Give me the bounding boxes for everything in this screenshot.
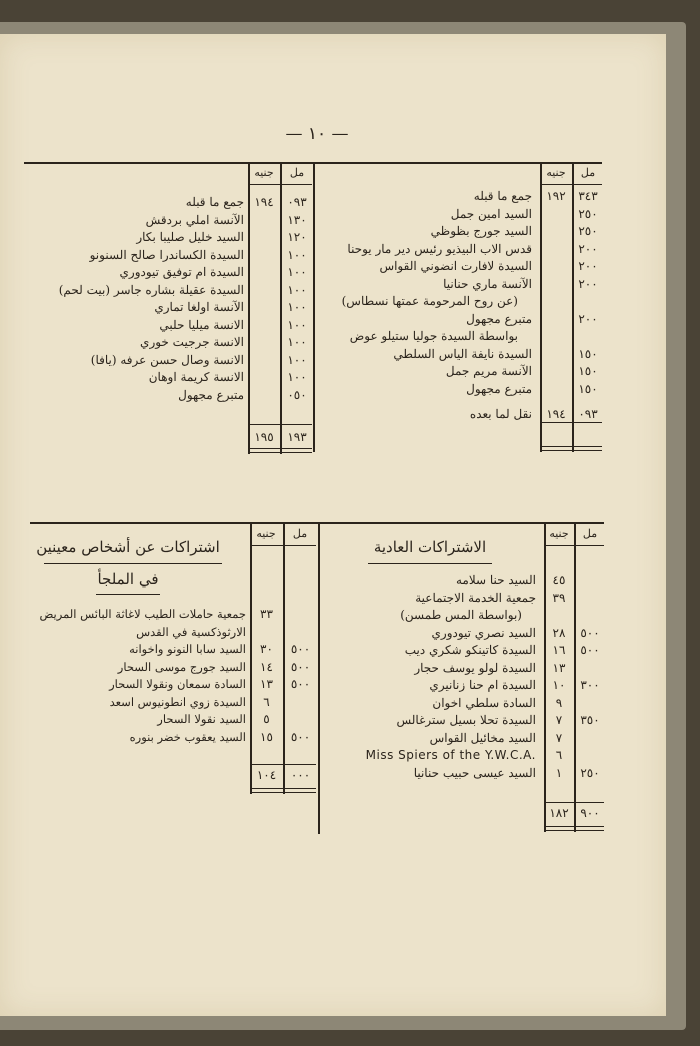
pound-cell xyxy=(248,387,280,405)
bottom-right-total-pound: ١٨٢ xyxy=(549,806,569,820)
pound-cell: ١٥ xyxy=(260,729,273,744)
entry-name: السيدة تحلا بسيل سترغالس xyxy=(396,713,536,727)
pound-cell xyxy=(540,346,572,364)
mil-cell: ٠٩٣ xyxy=(287,195,307,209)
page xyxy=(0,34,666,1016)
entry-name: السادة سلطي اخوان xyxy=(432,695,536,710)
mil-cell: ١٥٠ xyxy=(578,346,598,361)
entry-name: السيد خليل صليبا بكار xyxy=(136,230,244,244)
entry-name: متبرع مجهول xyxy=(178,387,244,402)
bottom-left-mils xyxy=(285,606,316,746)
mil-cell: ٢٥٠ xyxy=(580,765,600,780)
mil-cell xyxy=(574,328,602,346)
regular-subscriptions-underline xyxy=(368,563,492,564)
entry-name: السيدة زوي انطونيوس اسعد xyxy=(109,694,246,709)
specific-persons-title: اشتراكات عن أشخاص معينين xyxy=(36,538,220,556)
mil-cell xyxy=(285,606,316,624)
mil-cell: ٢٠٠ xyxy=(578,259,598,273)
pound-cell: ٩ xyxy=(555,695,563,710)
mil-cell: ٣٠٠ xyxy=(580,678,600,692)
mil-cell xyxy=(576,607,604,625)
pound-cell: ١٩٢ xyxy=(546,189,566,203)
mil-cell xyxy=(576,747,604,765)
mil-cell: ١٠٠ xyxy=(287,282,307,297)
bottom-right-total-rule xyxy=(544,802,604,803)
bottom-left-total-double-rule xyxy=(250,788,316,793)
top-right-pound-header: جنيه xyxy=(546,166,566,179)
bottom-right-mil-header: مل xyxy=(582,527,598,540)
mil-cell xyxy=(285,624,316,642)
mil-cell: ٢٠٠ xyxy=(578,311,598,326)
pound-cell: ٣٣ xyxy=(260,607,273,621)
entry-name: السيد جورج موسى السحار xyxy=(117,659,246,674)
pound-cell: ١ xyxy=(555,765,563,780)
entry-name: الانسة كريمة اوهان xyxy=(148,370,244,384)
top-left-pounds xyxy=(248,194,280,404)
mil-cell: ١٠٠ xyxy=(287,352,307,367)
bottom-left-total-rule xyxy=(250,764,316,765)
bottom-rule xyxy=(30,522,604,524)
pound-cell xyxy=(540,328,572,346)
bottom-left-names xyxy=(24,606,246,746)
mil-cell xyxy=(285,711,316,729)
mil-cell: ١٠٠ xyxy=(287,300,307,314)
pound-cell xyxy=(540,276,572,294)
entry-name: جمعية حاملات الطيب لاغاثة البائس المريض xyxy=(39,607,246,621)
bottom-left-total-pound: ١٠٤ xyxy=(256,768,277,782)
mil-cell xyxy=(576,695,604,713)
entry-name: جمع ما قبله xyxy=(473,189,532,203)
entry-name: متبرع مجهول xyxy=(466,381,532,396)
entry-name: السيدة نايفة الياس السلطي xyxy=(393,346,532,361)
entry-name: السيد نصري تيودوري xyxy=(431,625,536,640)
top-right-total-rule xyxy=(540,422,602,423)
top-left-pound-header: جنيه xyxy=(254,166,274,179)
pound-cell xyxy=(248,212,280,230)
top-left-names xyxy=(26,194,244,404)
pound-cell: ٦ xyxy=(263,694,270,709)
mil-cell: ٥٠٠ xyxy=(580,625,600,640)
bottom-left-total-mil: ٠٠٠ xyxy=(290,768,311,782)
pound-cell xyxy=(248,369,280,387)
pound-cell xyxy=(540,206,572,224)
mil-cell: ١٥٠ xyxy=(578,381,598,396)
pound-cell xyxy=(248,352,280,370)
bottom-left-pound-header: جنيه xyxy=(256,527,276,540)
pound-cell xyxy=(248,317,280,335)
center-divider-top xyxy=(313,164,315,452)
mil-cell: ٣٤٣ xyxy=(578,189,598,203)
pound-cell: ٧ xyxy=(555,730,563,745)
pound-cell xyxy=(248,282,280,300)
entry-name: السيدة ام توفيق تيودوري xyxy=(119,265,244,279)
pound-cell xyxy=(248,334,280,352)
entry-name: السيد نقولا السحار xyxy=(157,712,246,726)
specific-persons-subtitle-underline xyxy=(96,594,160,595)
bottom-left-mil-header: مل xyxy=(292,527,308,540)
pound-cell xyxy=(540,311,572,329)
mil-cell: ١٠٠ xyxy=(287,247,307,262)
mil-cell xyxy=(576,730,604,748)
entry-name: جمعية الخدمة الاجتماعية xyxy=(415,590,536,605)
top-right-mil-header: مل xyxy=(580,166,596,179)
pound-cell xyxy=(248,229,280,247)
mil-cell: ١٢٠ xyxy=(287,230,307,244)
mil-cell: ٢٥٠ xyxy=(578,206,598,221)
bottom-right-pounds xyxy=(544,572,574,782)
mil-cell: ١٠٠ xyxy=(287,317,307,332)
top-left-mils xyxy=(282,194,312,404)
entry-name: متبرع مجهول xyxy=(466,311,532,326)
top-right-names xyxy=(318,188,532,424)
mil-cell: ١٠٠ xyxy=(287,265,307,279)
pound-cell: ١٦ xyxy=(552,643,566,657)
entry-name: قدس الاب البيذيو رئيس دير مار يوحنا xyxy=(347,241,532,256)
mil-cell xyxy=(574,293,602,311)
mil-cell: ٠٩٣ xyxy=(578,407,598,421)
top-left-total-rule xyxy=(248,424,312,425)
pound-cell: ٥ xyxy=(263,712,270,726)
entry-name: الآنسة ماري حنانيا xyxy=(443,276,532,291)
pound-cell xyxy=(248,264,280,282)
top-left-total-pound: ١٩٥ xyxy=(254,430,274,444)
pound-cell: ١٣ xyxy=(260,677,273,691)
pound-cell: ٤٥ xyxy=(552,573,566,587)
entry-name: الآنسة اولغا تماري xyxy=(154,300,244,314)
page-number: — ١٠ — xyxy=(285,124,349,144)
entry-name: الانسة ميليا حلبي xyxy=(159,317,244,332)
mil-cell: ١٣٠ xyxy=(287,212,307,227)
entry-name: (عن روح المرحومة عمتها نسطاس) xyxy=(341,294,518,308)
pound-cell: ٢٨ xyxy=(552,625,566,640)
pound-cell: ٣٠ xyxy=(260,642,273,656)
mil-cell: ١٠٠ xyxy=(287,370,307,384)
pound-cell xyxy=(250,624,283,642)
mil-cell: ٢٠٠ xyxy=(578,241,598,256)
entry-name: (بواسطة المس طمسن) xyxy=(400,608,522,622)
entry-name: السيد مخائيل القواس xyxy=(429,730,536,745)
top-right-mils xyxy=(574,188,602,424)
entry-name: السيدة الكساندرا صالح السنونو xyxy=(89,247,244,262)
mil-cell: ٣٥٠ xyxy=(580,713,600,727)
top-right-total-double-rule xyxy=(540,446,602,451)
specific-persons-underline xyxy=(44,563,222,564)
regular-subscriptions-title: الاشتراكات العادية xyxy=(373,538,487,556)
entry-name: السيد حنا سلامه xyxy=(455,573,536,587)
entry-name: الآنسة مريم جمل xyxy=(445,364,532,378)
entry-name: Miss Spiers of the Y.W.C.A. xyxy=(365,748,536,762)
pound-cell: ١٩٤ xyxy=(546,407,566,421)
entry-name: السيدة كاتينكو شكري ديب xyxy=(404,643,536,657)
entry-name: السيد جورج بظوظي xyxy=(430,224,532,238)
entry-name: السيدة عقيلة بشاره جاسر (بيت لحم) xyxy=(58,282,244,297)
entry-name: الآنسة املي بردقش xyxy=(145,212,244,227)
pound-cell xyxy=(540,223,572,241)
top-left-total-mil: ١٩٣ xyxy=(287,430,307,444)
pound-cell: ١٩٤ xyxy=(254,195,274,209)
entry-name: السيد يعقوب خضر بنوره xyxy=(129,729,246,744)
mil-cell: ٢٥٠ xyxy=(578,224,598,238)
entry-name: السيد امين جمل xyxy=(450,206,532,221)
mil-cell: ٠٥٠ xyxy=(287,387,307,402)
entry-name: السيدة لولو يوسف حجار xyxy=(414,660,536,675)
mil-cell: ٥٠٠ xyxy=(580,643,600,657)
pound-cell: ٧ xyxy=(555,713,563,727)
entry-name: السيد عيسى حبيب حنانيا xyxy=(413,765,536,780)
pound-cell xyxy=(248,299,280,317)
mil-cell xyxy=(576,660,604,678)
pound-cell xyxy=(540,381,572,399)
pound-cell xyxy=(540,241,572,259)
bottom-right-mils xyxy=(576,572,604,782)
mil-cell: ١٥٠ xyxy=(578,364,598,378)
center-divider-bottom xyxy=(318,524,320,834)
bottom-right-pound-header: جنيه xyxy=(549,527,569,540)
pound-cell xyxy=(540,293,572,311)
mil-cell: ١٠٠ xyxy=(287,335,307,349)
entry-name: السادة سمعان ونقولا السحار xyxy=(109,677,246,691)
mil-cell: ٥٠٠ xyxy=(290,642,311,656)
pound-cell: ٦ xyxy=(555,748,563,762)
entry-name: السيد سابا النونو واخوانه xyxy=(129,642,246,656)
top-right-pounds xyxy=(540,188,572,424)
mil-cell: ٥٠٠ xyxy=(290,659,311,674)
pound-cell xyxy=(540,363,572,381)
pound-cell xyxy=(544,607,574,625)
mil-cell: ٢٠٠ xyxy=(578,276,598,291)
entry-name: نقل لما بعده xyxy=(469,407,532,421)
top-left-total-double-rule xyxy=(248,448,312,453)
mil-cell xyxy=(285,694,316,712)
entry-name: السيدة لافارت انضوني القواس xyxy=(379,259,532,273)
mil-cell xyxy=(576,572,604,590)
pound-cell: ١٣ xyxy=(552,660,566,675)
top-right-header-rule xyxy=(540,184,602,185)
pound-cell xyxy=(540,258,572,276)
entry-name: الانسة جرجيت خوري xyxy=(140,335,244,349)
pound-cell xyxy=(248,247,280,265)
mil-cell: ٥٠٠ xyxy=(290,677,311,691)
entry-name: الارثوذكسية في القدس xyxy=(136,624,246,639)
pound-cell: ١٤ xyxy=(260,659,273,674)
mil-cell: ٥٠٠ xyxy=(290,729,311,744)
bottom-left-pounds xyxy=(250,606,283,746)
pound-cell: ٣٩ xyxy=(552,590,566,605)
entry-name: بواسطة السيدة جوليا ستيلو عوض xyxy=(349,329,518,343)
pound-cell: ١٠ xyxy=(552,678,566,692)
mil-cell xyxy=(576,590,604,608)
entry-name: السيدة ام حنا زنانيري xyxy=(429,678,536,692)
bottom-right-total-mil: ٩٠٠ xyxy=(580,806,600,820)
entry-name: الانسة وصال حسن عرفه (يافا) xyxy=(90,352,244,367)
bottom-right-names xyxy=(324,572,536,782)
entry-name: جمع ما قبله xyxy=(185,195,244,209)
specific-persons-subtitle: في الملجأ xyxy=(97,570,159,588)
bottom-right-total-double-rule xyxy=(544,826,604,831)
top-left-mil-header: مل xyxy=(289,166,305,179)
